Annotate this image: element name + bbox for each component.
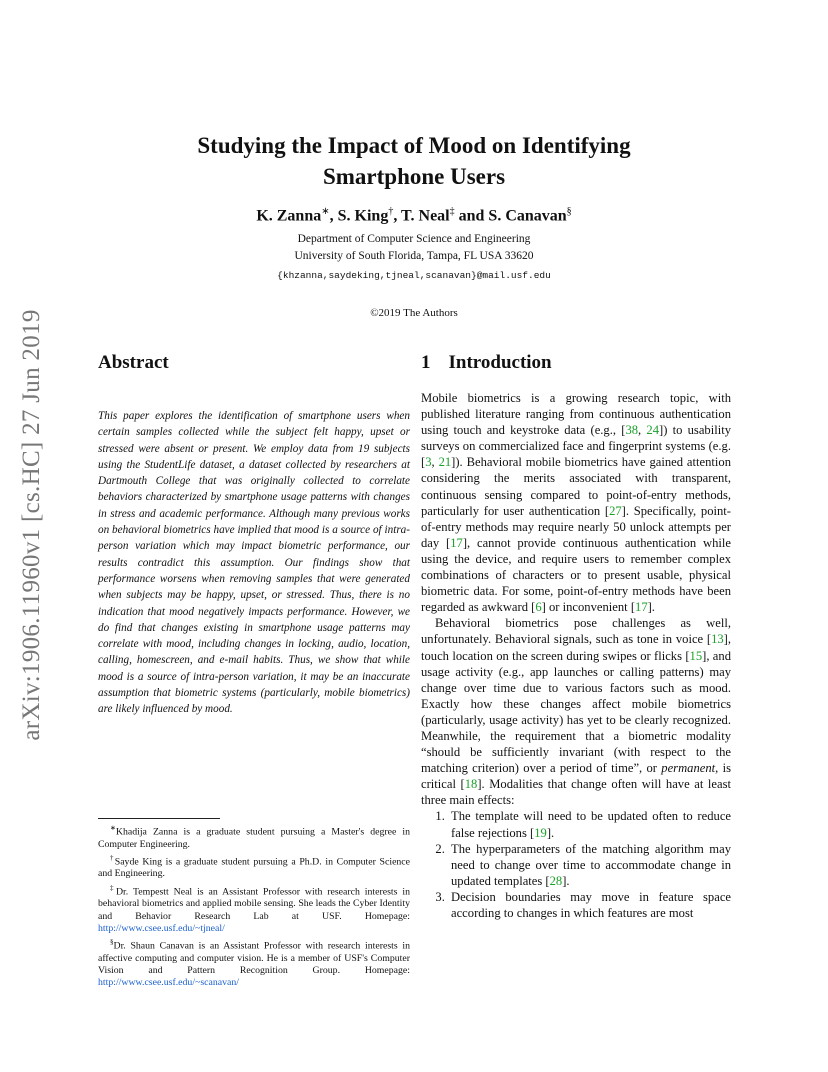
author-mark: ‡	[449, 206, 455, 217]
copyright-notice: ©2019 The Authors	[370, 307, 458, 319]
author-mark: ∗	[321, 206, 330, 217]
footnote-rule	[98, 818, 220, 819]
affiliation-department: Department of Computer Science and Engineering	[297, 233, 531, 245]
emphasis-text: permanent	[661, 761, 716, 776]
author-and: and	[454, 207, 489, 225]
author-separator: ,	[393, 207, 402, 225]
citation-link[interactable]: 17	[635, 600, 648, 615]
body-text: ], cannot provide continuous authentication while using the device, and require users to remember complex combinations of characters or to present usable, physical biometric data. For some, point-of-entry methods have been regarded as awkward [	[421, 535, 731, 615]
affiliation-university: University of South Florida, Tampa, FL USA 33620	[294, 250, 534, 262]
body-text: ,	[431, 455, 439, 470]
citation-link[interactable]: 38	[625, 423, 639, 438]
citation-link[interactable]: 18	[464, 777, 478, 792]
footnote-text: Sayde King is a graduate student pursuing a Ph.D. in Computer Science and Engineering.	[98, 856, 411, 880]
body-text: ]) to usability surveys on commercialized face and fingerprint systems (e.g. [	[421, 423, 732, 470]
paper-title-line-2: Smartphone Users	[322, 164, 506, 189]
body-text: ] or inconvenient [	[541, 600, 636, 615]
author-name: K. Zanna	[256, 207, 322, 225]
effects-list	[421, 808, 731, 921]
footnote-mark: §	[110, 938, 114, 947]
section-number: 1	[421, 352, 431, 373]
author-name: S. Canavan	[488, 207, 567, 225]
author-mark: §	[566, 206, 572, 217]
citation-link[interactable]: 17	[450, 535, 463, 550]
author-name: S. King	[337, 207, 389, 225]
body-text: ], touch location on the screen during swipes or flicks [	[421, 632, 731, 663]
footnote-homepage-label: Homepage:	[341, 910, 410, 922]
footnote	[98, 882, 410, 935]
introduction-body	[421, 390, 731, 921]
footnote-mark: ‡	[110, 883, 116, 892]
list-item	[448, 841, 731, 889]
intro-paragraph	[421, 390, 731, 615]
footnote	[98, 936, 410, 989]
arxiv-stamp	[18, 290, 52, 760]
paper-title-line-1: Studying the Impact of Mood on Identifying	[197, 133, 631, 158]
footnote-text: Dr. Shaun Canavan is an Assistant Professor with research interests in affective computing and computer vision. He is a member of USF's Computer Vision and Pattern Recognition Group.	[98, 940, 410, 977]
abstract-body: This paper explores the identification of smartphone users when certain samples collected while the subject felt happy, upset or stressed were absent or present. We employ data from 19 subjects using the StudentLife dataset, a dataset collected by researchers at Dartmouth College that was originally collected to correlate behaviors characterized by smartphone usage patterns with changes in stress and academic performance. Although many previous works on behavioral biometrics have implied that mood is a source of intra-person variation which may impact biometric performance, our results contradict this assumption. Our findings show that performance worsens when removing samples that were generated when subjects may be happy, upset, or stressed. Thus, there is no indication that mood negatively impacts performance. However, we do find that changes existing in smartphone usage patterns may correlate with mood, including changes in locking, audio, location, calling, homescreen, and e-mail habits. Thus, we show that while mood is a source of intra-person variation, it may be an inaccurate assumption that biometric systems (particularly, mobile biometrics) are likely influenced by mood.	[98, 410, 410, 716]
footnote-text: Dr. Tempestt Neal is an Assistant Professor with research interests in behavioral biometrics and applied mobile sensing. She leads the Cyber Identity and Behavior Research Lab at USF.	[98, 885, 410, 922]
citation-link[interactable]: 21	[438, 455, 452, 470]
body-text: ]. Modalities that change often will have at least three main effects:	[421, 777, 731, 808]
homepage-link[interactable]: http://www.csee.usf.edu/~scanavan/	[98, 977, 239, 989]
footnote	[98, 822, 410, 851]
citation-link[interactable]: 28	[549, 873, 563, 888]
body-text: , is critical [	[421, 761, 731, 792]
citation-link[interactable]: 24	[646, 423, 659, 438]
citation-link[interactable]: 19	[534, 825, 547, 840]
footnote-mark: †	[110, 853, 115, 862]
footnote-text: Khadija Zanna is a graduate student pursuing a Master's degree in Computer Engineering.	[98, 826, 410, 850]
affiliation	[100, 231, 728, 265]
section-title: Introduction	[448, 352, 552, 373]
body-text: ].	[546, 825, 555, 840]
body-text: Mobile biometrics is a growing research topic, with published literature ranging from continuous authentication using touch and keystroke data (e.g., [	[421, 391, 731, 438]
paper-title	[100, 130, 728, 192]
author-mark: †	[388, 206, 394, 217]
body-text: Behavioral biometrics pose challenges as well, unfortunately. Behavioral signals, such as tone in voice [	[421, 616, 731, 647]
footnotes	[98, 822, 410, 991]
list-item	[448, 889, 731, 921]
footnote-homepage-label: Homepage:	[340, 965, 410, 977]
author-separator: ,	[329, 207, 338, 225]
citation-link[interactable]: 15	[689, 648, 703, 663]
list-item	[448, 808, 731, 840]
citation-link[interactable]: 6	[535, 600, 542, 615]
body-text: ]). Behavioral mobile biometrics have gained attention considering the merits associated with transparent, continuous sensing compared to point-of-entry methods, particularly for user authentication [	[421, 455, 732, 518]
body-text: ]. Specifically, point-of-entry methods may require nearly 50 unlock attempts per day [	[421, 503, 731, 550]
section-heading-introduction	[421, 352, 552, 374]
author-emails: {khzanna,saydeking,tjneal,scanavan}@mail.usf.edu	[277, 270, 551, 281]
body-text: The template will need to be updated often to reduce false rejections [	[451, 809, 731, 840]
arxiv-stamp-text: arXiv:1906.11960v1 [cs.HC] 27 Jun 2019	[18, 309, 45, 741]
body-text: ,	[638, 423, 647, 438]
citation-link[interactable]: 27	[609, 503, 622, 518]
body-text: ].	[647, 600, 655, 615]
intro-paragraph	[421, 615, 731, 808]
footnote-mark: ∗	[110, 824, 116, 832]
citation-link[interactable]: 13	[711, 632, 724, 647]
author-list	[100, 206, 728, 225]
body-text: Decision boundaries may move in feature space according to changes in which features are most	[451, 889, 731, 920]
author-name: T. Neal	[401, 207, 450, 225]
body-text: The hyperparameters of the matching algorithm may need to change over time to accommodate change in updated templates [	[451, 841, 731, 888]
body-text: ], and usage activity (e.g., app launches or calling patterns) may change over time due to various factors such as mood. Exactly how these changes affect mobile biometrics (particularly, usage activity) has yet to be clearly recognized. Meanwhile, the requirement that a biometric modality “should be sufficiently invariant (with respect to the matching criterion) over a period of time”, or	[421, 648, 731, 776]
citation-link[interactable]: 3	[425, 455, 432, 470]
footnote	[98, 852, 410, 881]
body-text: ].	[562, 873, 570, 888]
abstract-heading: Abstract	[98, 352, 169, 373]
homepage-link[interactable]: http://www.csee.usf.edu/~tjneal/	[98, 922, 225, 934]
